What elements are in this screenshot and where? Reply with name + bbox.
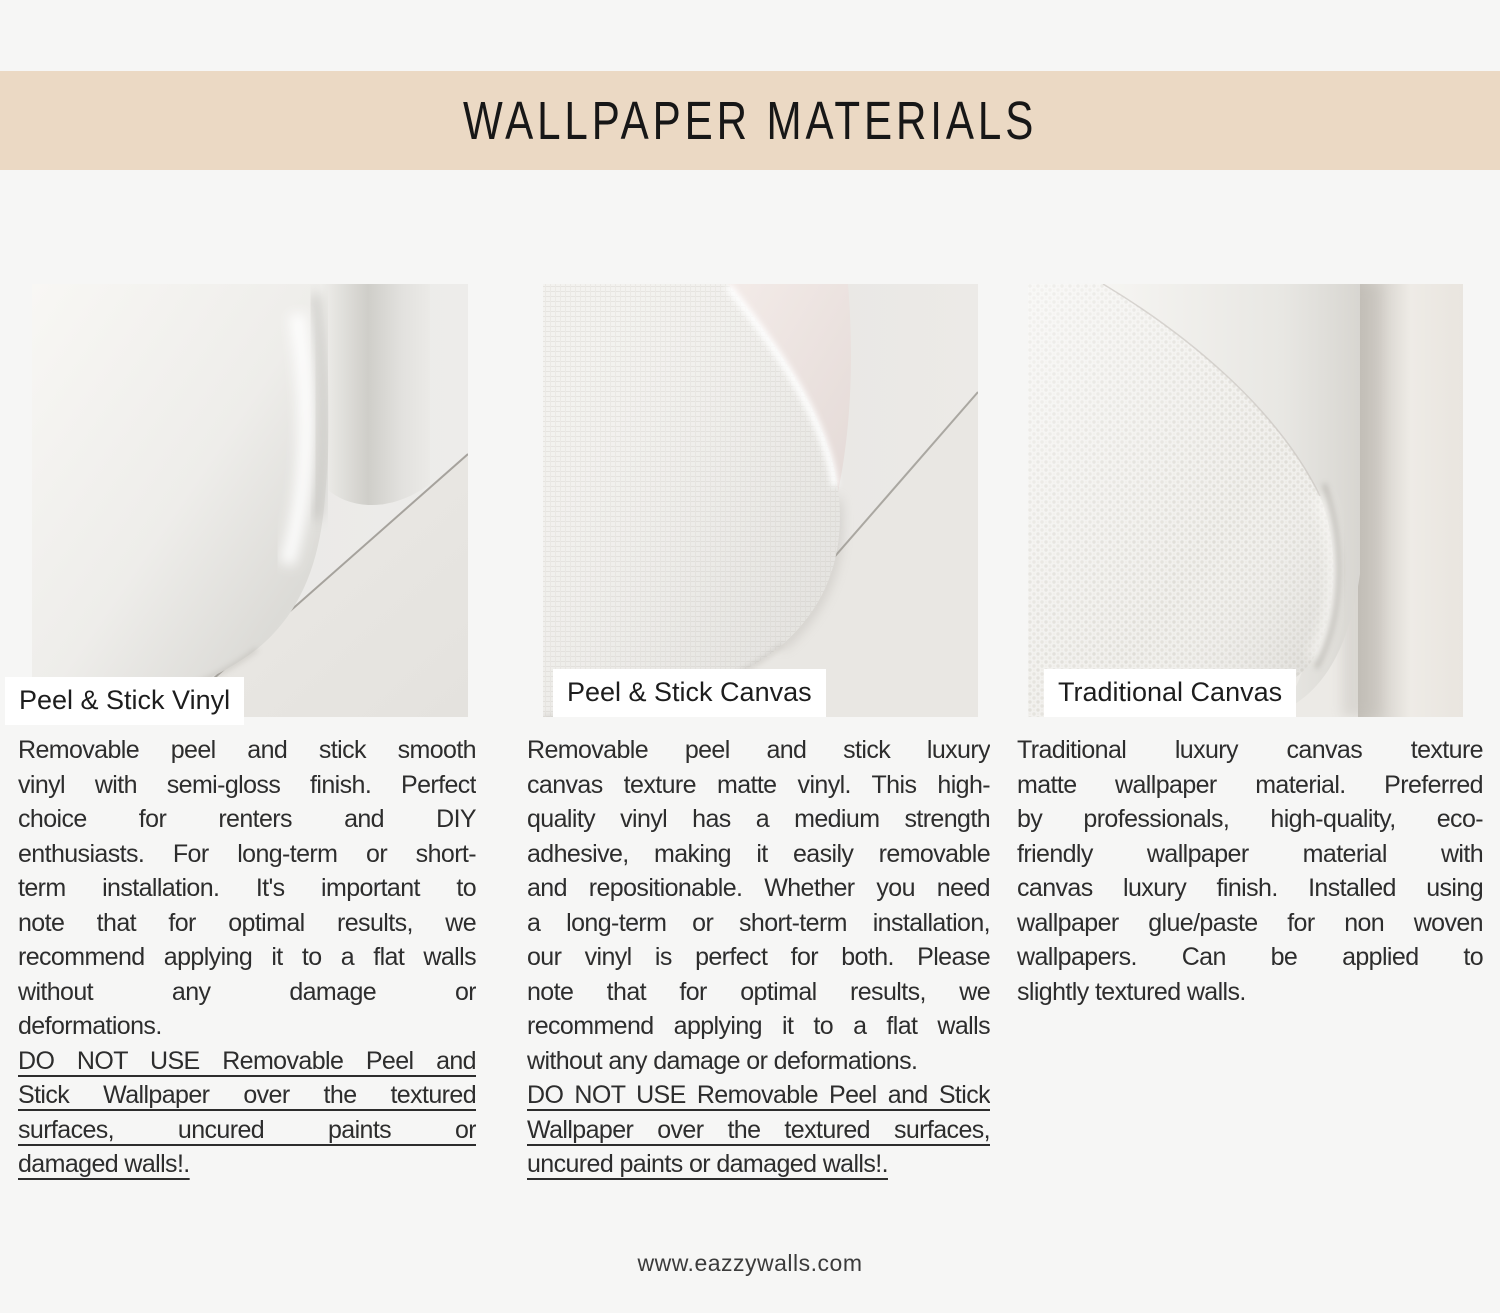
text-line: note that for optimal results, we: [18, 908, 476, 937]
text-line: quality vinyl has a medium strength: [527, 805, 990, 833]
page-title: WALLPAPER MATERIALS: [462, 90, 1038, 151]
material-description: [18, 733, 476, 1044]
material-warning: [527, 1078, 990, 1182]
material-label: [1044, 669, 1296, 717]
text-line: Stick Wallpaper over the textured: [18, 1081, 476, 1109]
website-url: www.eazzywalls.com: [637, 1250, 863, 1276]
text-line: recommend applying it to a flat walls: [18, 943, 476, 971]
text-line: uncured paints or damaged walls!.: [527, 1150, 888, 1178]
text-line: note that for optimal results, we: [527, 977, 990, 1006]
material-label-text: Traditional Canvas: [1058, 677, 1283, 707]
text-line: friendly wallpaper material with: [1017, 839, 1483, 868]
text-line: Traditional luxury canvas texture: [1017, 736, 1483, 764]
text-line: deformations.: [18, 1012, 162, 1040]
material-column-traditional: [1017, 284, 1483, 1009]
text-line: Removable peel and stick luxury: [527, 736, 990, 764]
text-line: term installation. It's important to: [18, 874, 476, 902]
material-column-canvas: [527, 284, 990, 1182]
text-line: vinyl with semi-gloss finish. Perfect: [18, 770, 476, 799]
text-line: without any damage or deformations.: [527, 1046, 918, 1075]
text-line: by professionals, high-quality, eco-: [1017, 805, 1483, 833]
text-line: canvas luxury finish. Installed using: [1017, 874, 1483, 902]
text-line: matte wallpaper material. Preferred: [1017, 770, 1483, 799]
material-photo-frame: [1028, 284, 1463, 717]
text-line: recommend applying it to a flat walls: [527, 1012, 990, 1040]
wallpaper-sample-image: [1028, 284, 1463, 717]
text-line: enthusiasts. For long-term or short-: [18, 839, 476, 868]
material-photo-frame: [543, 284, 978, 717]
text-line: DO NOT USE Removable Peel and: [18, 1046, 476, 1075]
text-line: our vinyl is perfect for both. Please: [527, 943, 990, 971]
text-line: without any damage or: [18, 977, 476, 1006]
text-line: choice for renters and DIY: [18, 805, 476, 833]
material-label: [5, 677, 244, 725]
material-column-vinyl: [18, 284, 476, 1182]
text-line: surfaces, uncured paints or: [18, 1115, 476, 1144]
text-line: canvas texture matte vinyl. This high-: [527, 770, 990, 799]
text-line: Removable peel and stick smooth: [18, 736, 476, 764]
header-banner: [0, 71, 1500, 170]
wallpaper-sample-image: [543, 284, 978, 717]
text-line: Wallpaper over the textured surfaces,: [527, 1115, 990, 1144]
text-line: wallpaper glue/paste for non woven: [1017, 908, 1483, 937]
text-line: DO NOT USE Removable Peel and Stick: [527, 1081, 990, 1109]
material-label-text: Peel & Stick Canvas: [567, 677, 812, 707]
text-line: wallpapers. Can be applied to: [1017, 943, 1483, 971]
wallpaper-sample-image: [32, 284, 468, 717]
text-line: a long-term or short-term installation,: [527, 908, 990, 937]
text-line: damaged walls!.: [18, 1150, 190, 1178]
material-photo-frame: [19, 284, 468, 717]
text-line: adhesive, making it easily removable: [527, 839, 990, 868]
text-line: slightly textured walls.: [1017, 977, 1246, 1006]
material-warning: [18, 1044, 476, 1182]
material-label: [553, 669, 826, 717]
material-description: [527, 733, 990, 1078]
text-line: and repositionable. Whether you need: [527, 874, 990, 902]
material-label-text: Peel & Stick Vinyl: [19, 685, 231, 715]
material-description: [1017, 733, 1483, 1009]
